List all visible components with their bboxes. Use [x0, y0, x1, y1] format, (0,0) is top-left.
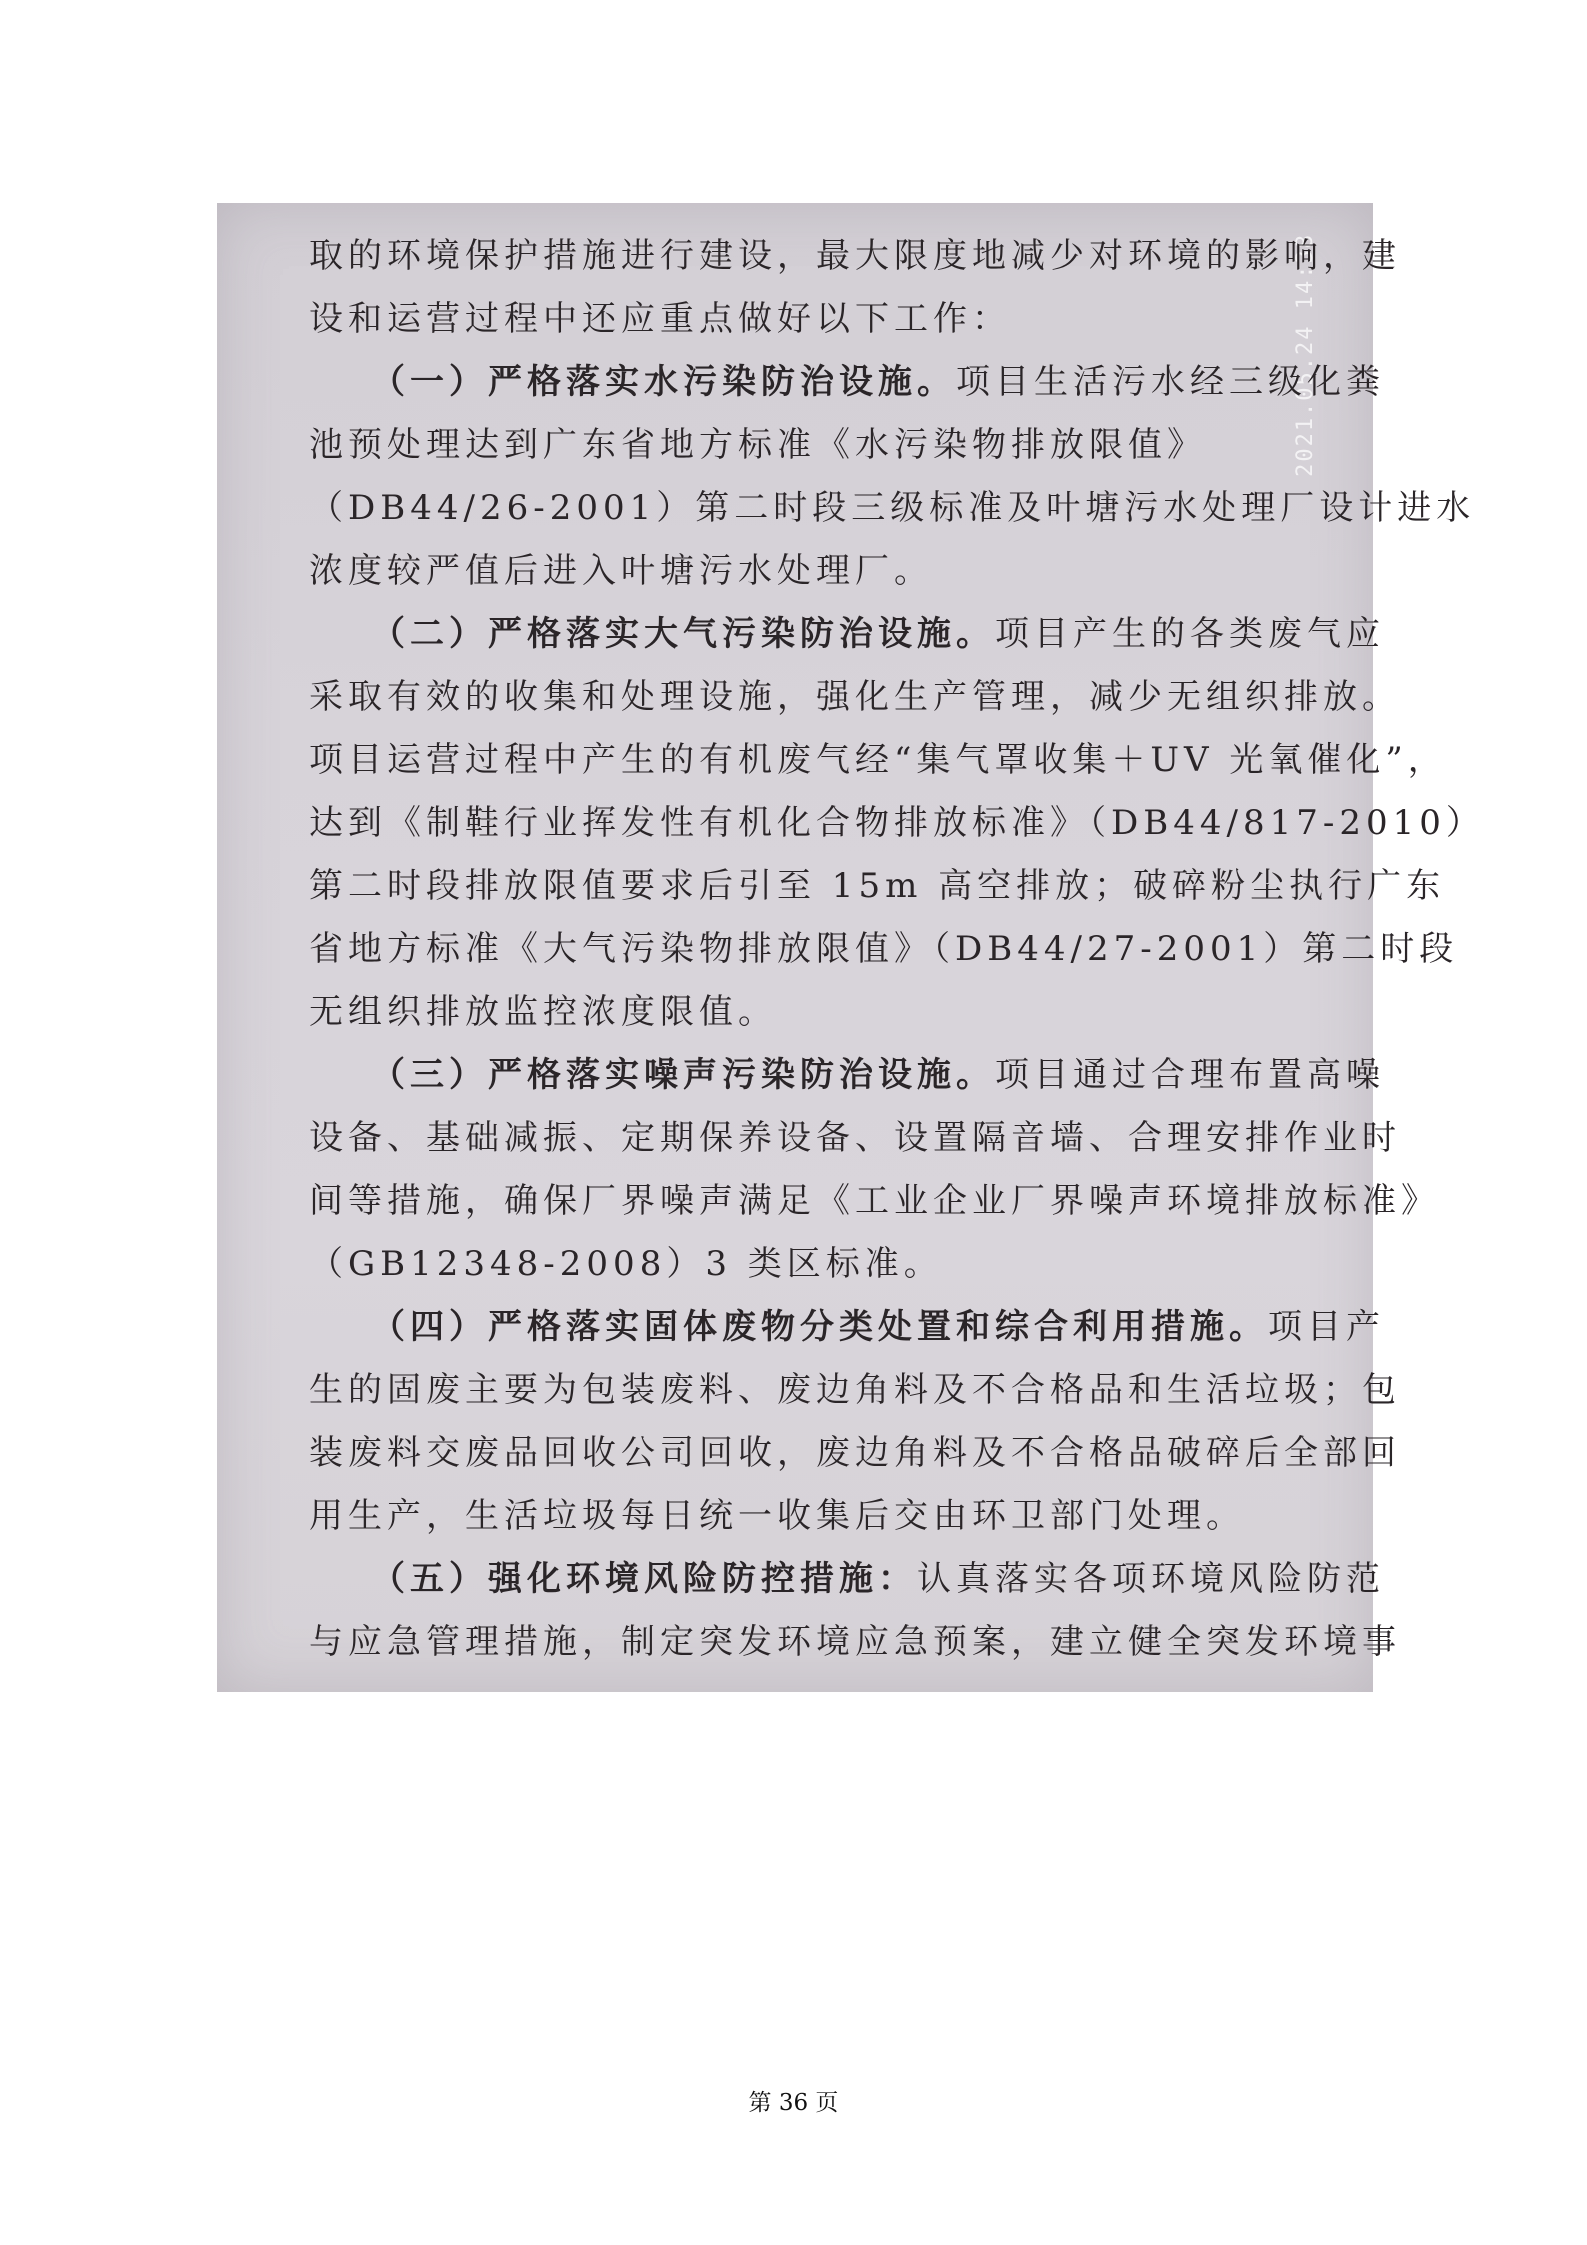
- text-line: [309, 477, 1476, 540]
- text-line: [309, 1296, 1385, 1359]
- line-text: 第二时段排放限值要求后引至 15m 高空排放；破碎粉尘执行广东: [309, 866, 1446, 906]
- text-line: [309, 603, 1385, 666]
- photo-timestamp: 2021.05.24 14:38: [1293, 233, 1318, 477]
- text-line: [309, 1107, 1401, 1170]
- text-line: [309, 666, 1401, 729]
- line-text: 设备、基础减振、定期保养设备、设置隔音墙、合理安排作业时: [309, 1118, 1401, 1158]
- text-line: [309, 1611, 1401, 1674]
- text-line: [309, 981, 1294, 1044]
- text-line: [309, 792, 1485, 855]
- line-text: 用生产，生活垃圾每日统一收集后交由环卫部门处理。: [309, 1496, 1245, 1536]
- line-text: 设和运营过程中还应重点做好以下工作：: [309, 299, 1011, 339]
- line-text: 取的环境保护措施进行建设，最大限度地减少对环境的影响，建: [309, 236, 1401, 276]
- line-text: 项目通过合理布置高噪: [995, 1055, 1385, 1095]
- document-photo: [217, 203, 1485, 1692]
- text-line: [309, 540, 1294, 603]
- line-text: 无组织排放监控浓度限值。: [309, 992, 777, 1032]
- line-text: 认真落实各项环境风险防范: [917, 1559, 1385, 1599]
- line-text: 项目产: [1268, 1307, 1385, 1347]
- line-text: 项目运营过程中产生的有机废气经“集气罩收集＋UV 光氧催化”，: [309, 740, 1447, 780]
- line-text: 采取有效的收集和处理设施，强化生产管理，减少无组织排放。: [309, 677, 1401, 717]
- line-text: 项目生活污水经三级化粪: [956, 362, 1385, 402]
- text-line: [309, 225, 1401, 288]
- line-text: （DB44/26-2001）第二时段三级标准及叶塘污水处理厂设计进水: [309, 488, 1476, 528]
- line-text: 省地方标准《大气污染物排放限值》（DB44/27-2001）第二时段: [309, 929, 1459, 969]
- text-line: [309, 351, 1385, 414]
- line-text: （GB12348-2008）3 类区标准。: [309, 1244, 943, 1284]
- line-text: 生的固废主要为包装废料、废边角料及不合格品和生活垃圾；包: [309, 1370, 1401, 1410]
- text-line: [309, 1422, 1401, 1485]
- text-line: [309, 1170, 1440, 1233]
- section-heading: （二）严格落实大气污染防治设施。: [371, 614, 995, 654]
- line-text: 间等措施，确保厂界噪声满足《工业企业厂界噪声环境排放标准》: [309, 1181, 1440, 1221]
- text-line: [309, 1044, 1385, 1107]
- text-line: [309, 1548, 1385, 1611]
- text-line: [309, 855, 1446, 918]
- section-heading: （三）严格落实噪声污染防治设施。: [371, 1055, 995, 1095]
- text-line: [309, 1359, 1401, 1422]
- text-line: [309, 1233, 1294, 1296]
- section-heading: （四）严格落实固体废物分类处置和综合利用措施。: [371, 1307, 1268, 1347]
- line-text: 与应急管理措施，制定突发环境应急预案，建立健全突发环境事: [309, 1622, 1401, 1662]
- line-text: 项目产生的各类废气应: [995, 614, 1385, 654]
- section-heading: （五）强化环境风险防控措施：: [371, 1559, 917, 1599]
- page-number: 第 36 页: [748, 2090, 839, 2116]
- line-text: 装废料交废品回收公司回收，废边角料及不合格品破碎后全部回: [309, 1433, 1401, 1473]
- text-line: [309, 918, 1459, 981]
- section-heading: （一）严格落实水污染防治设施。: [371, 362, 956, 402]
- line-text: 达到《制鞋行业挥发性有机化合物排放标准》（DB44/817-2010）: [309, 803, 1485, 843]
- line-text: 池预处理达到广东省地方标准《水污染物排放限值》: [309, 425, 1206, 465]
- text-line: [309, 414, 1294, 477]
- text-line: [309, 1485, 1294, 1548]
- text-line: [309, 729, 1447, 792]
- text-line: [309, 288, 1294, 351]
- line-text: 浓度较严值后进入叶塘污水处理厂。: [309, 551, 933, 591]
